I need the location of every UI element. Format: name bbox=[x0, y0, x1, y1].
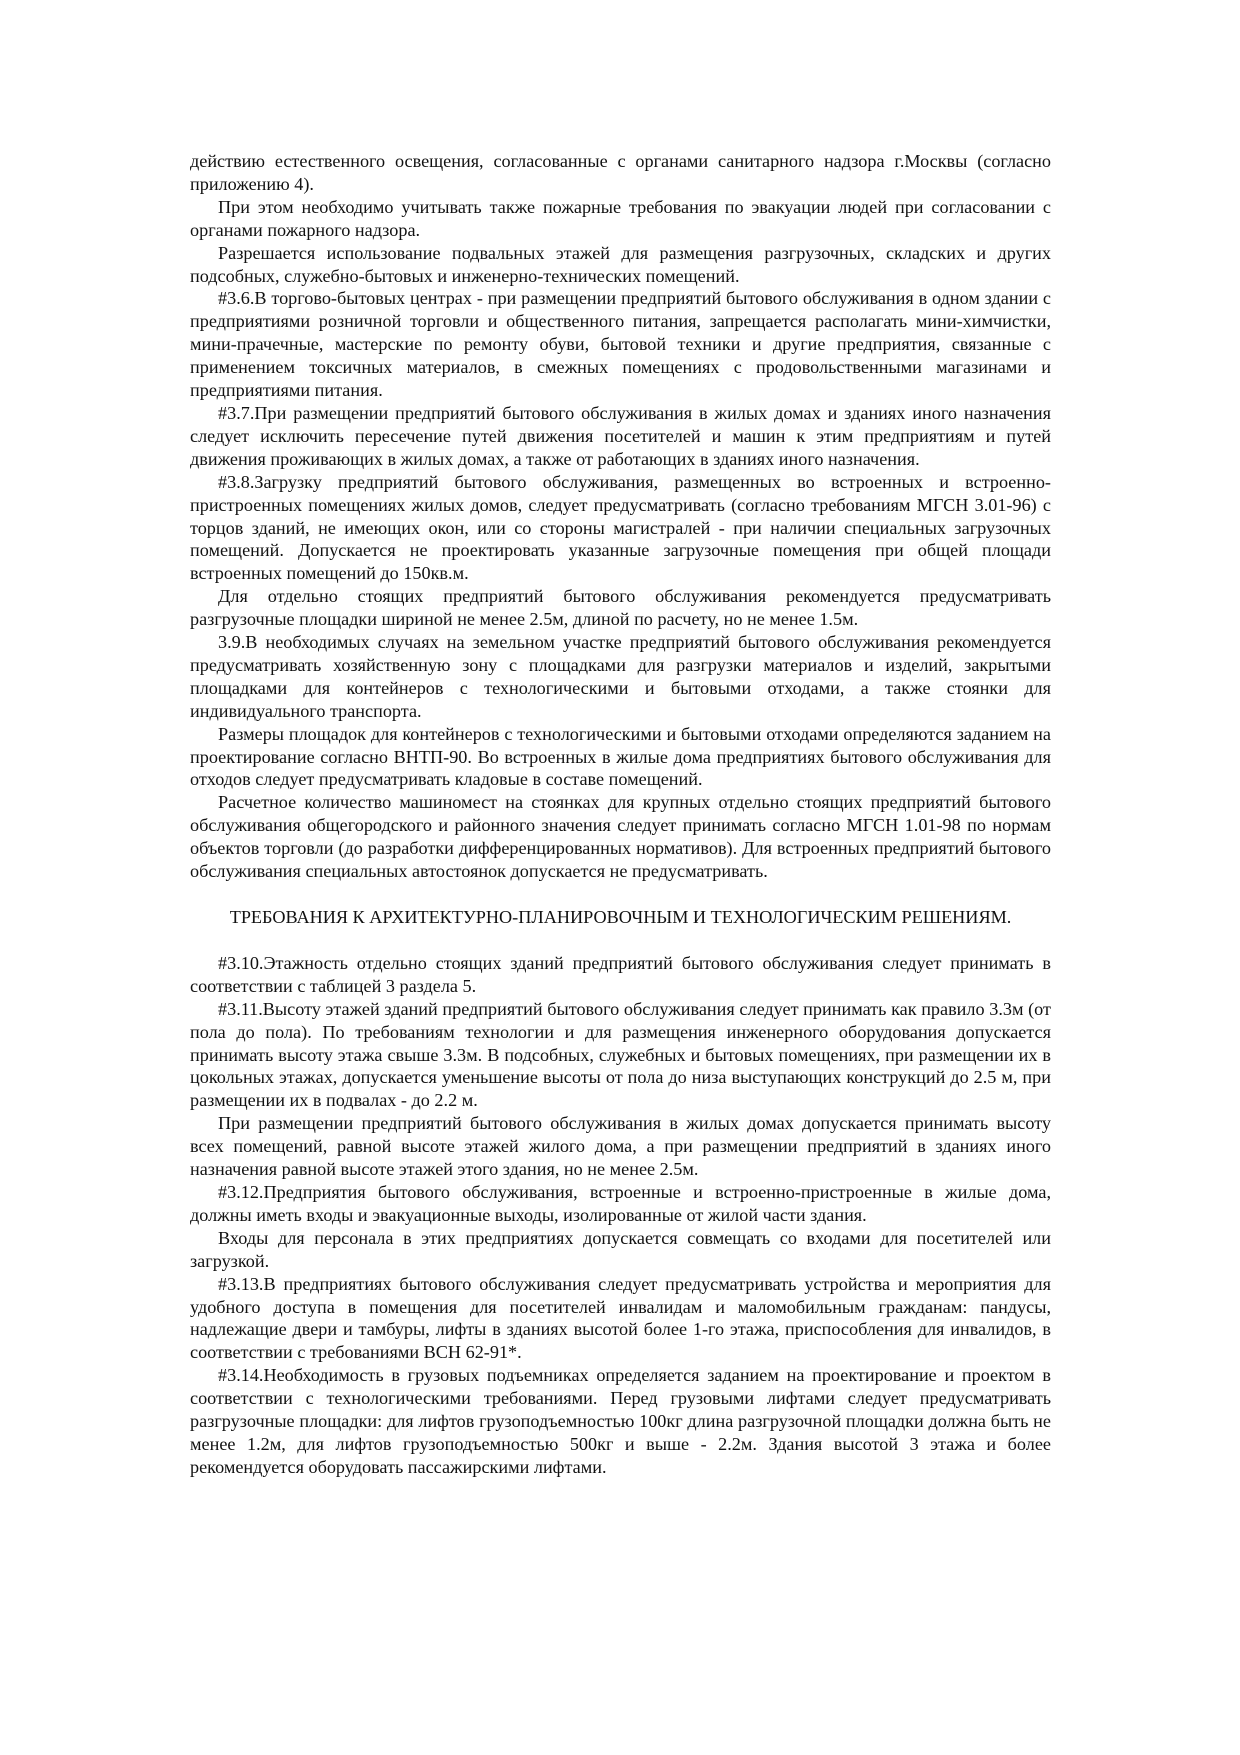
paragraph-3-13: #3.13.В предприятиях бытового обслуживания следует предусматривать устройства и мероприятия для удобного доступа в помещения для посетителей инвалидам и маломобильным гражданам: пандусы, надлежащие двери и тамбуры, лифты в зданиях высотой более 1-го этажа, приспособления для инвалидов, в соответствии с требованиями ВСН 62-91*. bbox=[190, 1273, 1051, 1363]
paragraph-3-6: #3.6.В торгово-бытовых центрах - при размещении предприятий бытового обслуживания в одном здании с предприятиями розничной торговли и общественного питания, запрещается располагать мини-химчистки, мини-прачечные, мастерские по ремонту обуви, бытовой техники и другие предприятия, связанные с применением токсичных материалов, в смежных помещениях с продовольственными магазинами и предприятиями питания. bbox=[190, 288, 1051, 401]
paragraph-parking: Расчетное количество машиномест на стоянках для крупных отдельно стоящих предприятий бытового обслуживания общегородского и районного значения следует принимать согласно МГСН 1.01-98 по нормам объектов торговли (до разработки дифференцированных нормативов). Для встроенных предприятий бытового обслуживания специальных автостоянок допускается не предусматривать. bbox=[190, 792, 1051, 882]
paragraph-3-9: 3.9.В необходимых случаях на земельном участке предприятий бытового обслуживания рекомендуется предусматривать хозяйственную зону с площадками для разгрузки материалов и изделий, закрытыми площадками для контейнеров с технологическими и бытовыми отходами, а также стоянки для индивидуального транспорта. bbox=[190, 632, 1051, 721]
document-page bbox=[190, 150, 1051, 1479]
paragraph-3-10: #3.10.Этажность отдельно стоящих зданий предприятий бытового обслуживания следует принимать в соответствии с таблицей 3 раздела 5. bbox=[190, 952, 1051, 996]
paragraph-room-heights: При размещении предприятий бытового обслуживания в жилых домах допускается принимать высоту всех помещений, равной высоте этажей жилого дома, а при размещении предприятий в зданиях иного назначения равной высоте этажей этого здания, но не менее 2.5м. bbox=[190, 1113, 1051, 1180]
paragraph-container-areas: Размеры площадок для контейнеров с технологическими и бытовыми отходами определяются заданием на проектирование согласно ВНТП-90. Во встроенных в жилые дома предприятиях бытового обслуживания для отходов следует предусматривать кладовые в составе помещений. bbox=[190, 723, 1051, 790]
section-heading: ТРЕБОВАНИЯ К АРХИТЕКТУРНО-ПЛАНИРОВОЧНЫМ И ТЕХНОЛОГИЧЕСКИМ РЕШЕНИЯМ. bbox=[229, 907, 1012, 927]
paragraph-unloading-areas: Для отдельно стоящих предприятий бытового обслуживания рекомендуется предусматривать разгрузочные площадки шириной не менее 2.5м, длиной по расчету, но не менее 1.5м. bbox=[190, 586, 1051, 630]
paragraph-3-11: #3.11.Высоту этажей зданий предприятий бытового обслуживания следует принимать как правило 3.3м (от пола до пола). По требованиям технологии и для размещения инженерного оборудования допускается принимать высоту этажа свыше 3.3м. В подсобных, служебных и бытовых помещениях, при размещении их в цокольных этажах, допускается уменьшение высоты от пола до низа выступающих конструкций до 2.5 м, при размещении их в подвалах - до 2.2 м. bbox=[190, 998, 1051, 1111]
paragraph-3-8: #3.8.Загрузку предприятий бытового обслуживания, размещенных во встроенных и встроенно-пристроенных помещениях жилых домов, следует предусматривать (согласно требованиям МГСН 3.01-96) с торцов зданий, не имеющих окон, или со стороны магистралей - при наличии специальных загрузочных помещений. Допускается не проектировать указанные загрузочные помещения при общей площади встроенных помещений до 150кв.м. bbox=[190, 471, 1051, 584]
paragraph-continuation: действию естественного освещения, согласованные с органами санитарного надзора г.Москвы (согласно приложению 4). bbox=[190, 151, 1051, 194]
paragraph-basement-use: Разрешается использование подвальных этажей для размещения разгрузочных, складских и других подсобных, служебно-бытовых и инженерно-технических помещений. bbox=[190, 242, 1051, 286]
paragraph-staff-entrances: Входы для персонала в этих предприятиях допускается совмещать со входами для посетителей или загрузкой. bbox=[190, 1227, 1051, 1271]
paragraph-3-12: #3.12.Предприятия бытового обслуживания, встроенные и встроенно-пристроенные в жилые дома, должны иметь входы и эвакуационные выходы, изолированные от жилой части здания. bbox=[190, 1181, 1051, 1225]
paragraph-3-7: #3.7.При размещении предприятий бытового обслуживания в жилых домах и зданиях иного назначения следует исключить пересечение путей движения посетителей и машин к этим предприятиям и путей движения проживающих в жилых домах, а также от работающих в зданиях иного назначения. bbox=[190, 402, 1051, 469]
paragraph-3-14: #3.14.Необходимость в грузовых подъемниках определяется заданием на проектирование и проектом в соответствии с технологическими требованиями. Перед грузовыми лифтами следует предусматривать разгрузочные площадки: для лифтов грузоподъемностью 100кг длина разгрузочной площадки должна быть не менее 1.2м, для лифтов грузоподъемностью 500кг и выше - 2.2м. Здания высотой 3 этажа и более рекомендуется оборудовать пассажирскими лифтами. bbox=[190, 1365, 1051, 1477]
paragraph-fire-requirements: При этом необходимо учитывать также пожарные требования по эвакуации людей при согласовании с органами пожарного надзора. bbox=[190, 196, 1051, 240]
